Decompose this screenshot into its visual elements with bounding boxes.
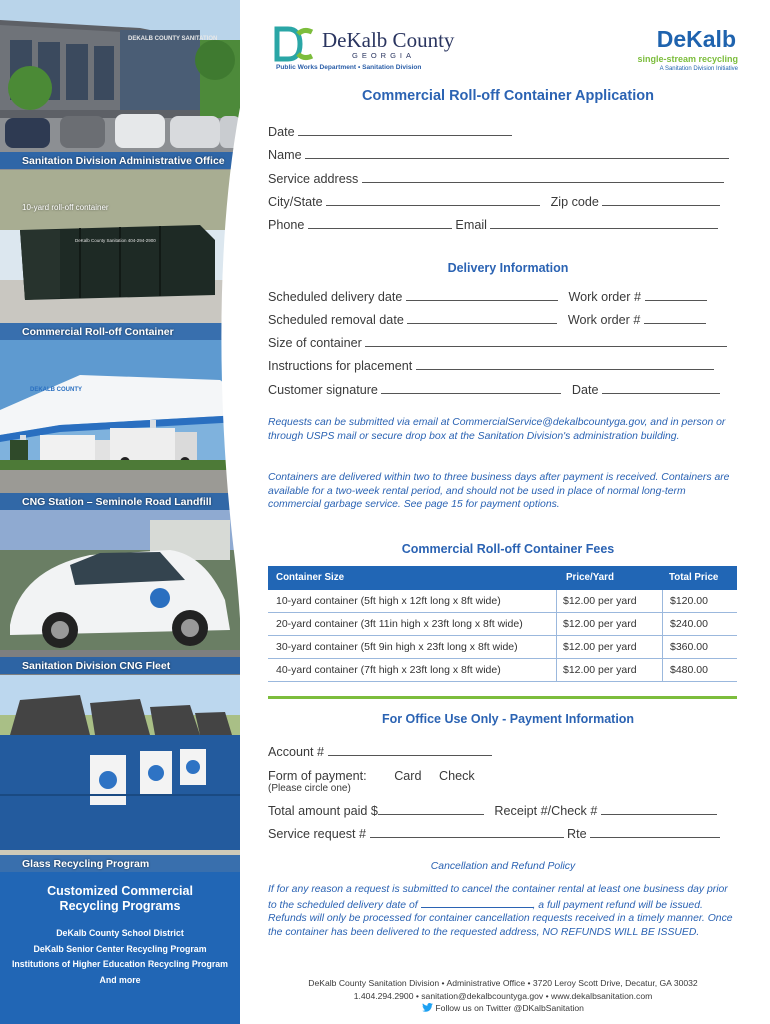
- state-name: GEORGIA: [352, 51, 416, 60]
- container-size-label: Size of container: [268, 336, 362, 350]
- signature-date-blank[interactable]: [602, 383, 720, 394]
- circle-note: (Please circle one): [268, 783, 351, 794]
- zip-blank[interactable]: [602, 195, 720, 206]
- policy-text: [268, 883, 738, 939]
- delivery-date-field[interactable]: [268, 290, 707, 304]
- dc-monogram-icon: [274, 26, 314, 62]
- caption-cng-fleet: Sanitation Division CNG Fleet: [0, 657, 240, 674]
- policy-text-2: , a full payment refund will be issued. Refunds will only be processed for container cancellation requests received in a timely manner. Once the container has been delivered to the requested address, NO REFUNDS WILL BE ISSUED.: [268, 899, 733, 938]
- footer-twitter[interactable]: [268, 1003, 738, 1013]
- caption-10-yard: 10-yard roll-off container: [22, 203, 109, 212]
- department-name: Public Works Department • Sanitation Division: [276, 64, 422, 71]
- table-row: [268, 613, 737, 636]
- fees-table: [268, 566, 737, 682]
- policy-heading: Cancellation and Refund Policy: [430, 861, 576, 872]
- container-size-blank[interactable]: [365, 336, 727, 347]
- check-option[interactable]: Check: [438, 769, 475, 783]
- programs-title: Customized Commercial Recycling Programs: [47, 884, 193, 913]
- county-name: DeKalb County: [322, 28, 455, 52]
- removal-date-label: Scheduled removal date: [268, 313, 404, 327]
- rte-label: Rte: [567, 827, 587, 841]
- dekalb-county-logo: [274, 26, 474, 76]
- date-label: Date: [268, 125, 295, 139]
- delivery-date-blank[interactable]: [406, 290, 558, 301]
- application-form: [268, 0, 748, 1024]
- row-size: 10-yard container (5ft high x 12ft long x 8ft wide): [276, 595, 501, 607]
- work-order-label: Work order #: [568, 290, 641, 304]
- total-paid-label: Total amount paid $: [268, 804, 378, 818]
- footer-contact: 1.404.294.2900 • sanitation@dekalbcountyga.gov • www.dekalbsanitation.com: [353, 991, 653, 1001]
- delivery-heading: Delivery Information: [447, 261, 569, 275]
- placement-blank[interactable]: [416, 359, 714, 370]
- removal-date-blank[interactable]: [407, 313, 557, 324]
- row-price: $12.00 per yard: [563, 641, 637, 653]
- fees-table-header: [268, 566, 737, 590]
- city-state-field[interactable]: [268, 195, 720, 209]
- row-price: $12.00 per yard: [563, 664, 637, 676]
- building-sign: DEKALB COUNTY SANITATION: [128, 36, 218, 42]
- row-size: 20-yard container (3ft 11in high x 23ft long x 8ft wide): [276, 618, 523, 630]
- service-address-label: Service address: [268, 172, 359, 186]
- col-price-yard: Price/Yard: [566, 572, 614, 583]
- rte-blank[interactable]: [590, 827, 720, 838]
- service-request-field[interactable]: [268, 827, 720, 841]
- caption-admin-office: Sanitation Division Administrative Office: [0, 152, 240, 169]
- placement-label: Instructions for placement: [268, 359, 413, 373]
- placement-field[interactable]: [268, 359, 714, 373]
- office-heading: For Office Use Only - Payment Information: [381, 712, 635, 726]
- row-total: $240.00: [670, 618, 708, 630]
- caption-cng-station: CNG Station – Seminole Road Landfill: [0, 493, 240, 510]
- card-option[interactable]: Card: [394, 769, 422, 783]
- row-total: $120.00: [670, 595, 708, 607]
- work-order-blank-2[interactable]: [644, 313, 706, 324]
- removal-date-field[interactable]: [268, 313, 706, 327]
- container-label: DeKalb County Sanitation 404-294-2900: [75, 238, 156, 243]
- section-divider: [268, 696, 737, 699]
- date-field[interactable]: [268, 125, 512, 139]
- work-order-blank[interactable]: [645, 290, 707, 301]
- city-state-blank[interactable]: [326, 195, 540, 206]
- canopy-sign: DEKALB COUNTY: [30, 387, 82, 393]
- payment-form-field: [268, 769, 475, 783]
- twitter-text: Follow us on Twitter @DKalbSanitation: [435, 1003, 584, 1013]
- service-address-blank[interactable]: [362, 172, 724, 183]
- program-item: DeKalb County School District: [56, 928, 184, 938]
- payment-form-label: Form of payment:: [268, 769, 367, 783]
- service-request-blank[interactable]: [370, 827, 564, 838]
- city-state-label: City/State: [268, 195, 323, 209]
- zip-label: Zip code: [550, 195, 599, 209]
- container-size-field[interactable]: [268, 336, 727, 350]
- delivery-date-label: Scheduled delivery date: [268, 290, 403, 304]
- program-item: And more: [99, 974, 141, 985]
- email-label: Email: [455, 218, 487, 232]
- table-row: [268, 636, 737, 659]
- name-field[interactable]: [268, 148, 729, 162]
- signature-blank[interactable]: [381, 383, 561, 394]
- phone-blank[interactable]: [308, 218, 452, 229]
- row-size: 30-yard container (5ft 9in high x 23ft long x 8ft wide): [276, 641, 518, 653]
- row-size: 40-yard container (7ft high x 23ft long x 8ft wide): [276, 664, 501, 676]
- row-price: $12.00 per yard: [563, 595, 637, 607]
- program-item: Institutions of Higher Education Recycling Program: [11, 959, 229, 969]
- footer-address: DeKalb County Sanitation Division • Administrative Office • 3720 Leroy Scott Drive, Decatur, GA 30032: [308, 978, 698, 988]
- total-paid-blank[interactable]: [378, 804, 484, 815]
- caption-glass-recycling: Glass Recycling Program: [0, 855, 240, 872]
- policy-text-1: If for any reason a request is submitted to cancel the container rental at least one business day prior to the scheduled delivery date of: [268, 884, 728, 911]
- phone-email-field[interactable]: [268, 218, 718, 232]
- brand-name: DeKalb: [656, 26, 736, 52]
- row-total: $480.00: [670, 664, 708, 676]
- brand-initiative: A Sanitation Division Initiative: [659, 66, 738, 72]
- table-row: [268, 659, 737, 682]
- account-label: Account #: [268, 745, 325, 759]
- receipt-blank[interactable]: [601, 804, 717, 815]
- table-row: [268, 590, 737, 613]
- single-stream-logo: [608, 26, 738, 78]
- program-item: DeKalb Senior Center Recycling Program: [33, 943, 207, 954]
- total-paid-field[interactable]: [268, 804, 717, 818]
- name-blank[interactable]: [305, 148, 729, 159]
- phone-label: Phone: [268, 218, 305, 232]
- policy-date-blank[interactable]: [421, 897, 533, 908]
- twitter-bird-icon: [422, 1003, 433, 1012]
- account-field[interactable]: [268, 745, 492, 759]
- brand-sub: single-stream recycling: [637, 54, 738, 64]
- signature-field[interactable]: [268, 383, 720, 397]
- name-label: Name: [268, 148, 302, 162]
- account-blank[interactable]: [328, 745, 492, 756]
- submission-note: Requests can be submitted via email at CommercialService@dekalbcountyga.gov, and in person or through USPS mail or secure drop box at the Sanitation Division's administration building.: [268, 417, 726, 442]
- col-container-size: Container Size: [276, 572, 345, 583]
- signature-label: Customer signature: [268, 383, 378, 397]
- receipt-label: Receipt #/Check #: [494, 804, 598, 818]
- service-request-label: Service request #: [268, 827, 367, 841]
- fees-heading: Commercial Roll-off Container Fees: [401, 542, 615, 556]
- service-address-field[interactable]: [268, 172, 724, 186]
- email-blank[interactable]: [490, 218, 718, 229]
- row-price: $12.00 per yard: [563, 618, 637, 630]
- form-title: Commercial Roll-off Container Application: [362, 88, 654, 104]
- col-total-price: Total Price: [669, 572, 719, 583]
- delivery-note: Containers are delivered within two to three business days after payment is received. Containers are available for a two-week rental period, and should not be used in place of normal long-term commercial garbage service. See page 15 for payment options.: [268, 472, 730, 511]
- caption-commercial-rolloff: Commercial Roll-off Container: [0, 323, 240, 340]
- signature-date-label: Date: [571, 383, 599, 397]
- work-order-label-2: Work order #: [567, 313, 641, 327]
- row-total: $360.00: [670, 641, 708, 653]
- date-blank[interactable]: [298, 125, 512, 136]
